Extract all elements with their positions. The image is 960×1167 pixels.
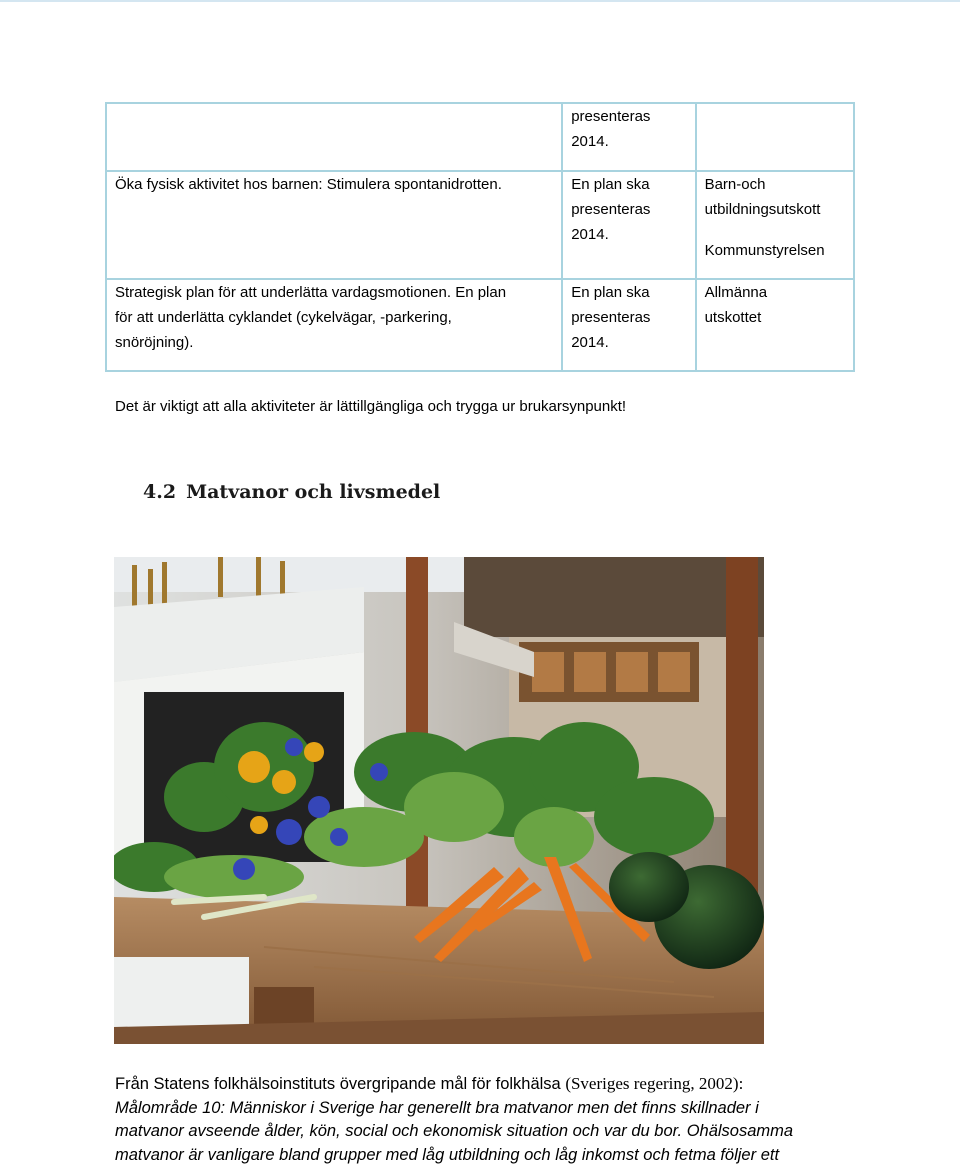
vegetables-on-table-photo [114,557,764,1044]
responsible-cell: Barn-och utbildningsutskott Kommunstyrelsen [696,171,854,279]
responsible-cell: Allmänna utskottet [696,279,854,371]
action-plan-table [105,102,855,372]
accessibility-note: Det är viktigt att alla aktiviteter är lättillgängliga och trygga ur brukarsynpunkt! [115,398,627,415]
goal-cell: Öka fysisk aktivitet hos barnen: Stimulera spontanidrotten. [106,171,562,279]
body-line: matvanor avseende ålder, kön, social och ekonomisk situation och var du bor. Ohälsosamma [115,1122,794,1140]
section-number: 4.2 [143,481,177,503]
section-heading [143,481,440,503]
responsible-cell [696,103,854,171]
top-rule [0,0,960,2]
goal-cell [106,103,562,171]
body-paragraph [115,1072,875,1167]
plan-cell: En plan ska presenteras 2014. [562,171,695,279]
table-row [106,279,854,371]
table-row [106,103,854,171]
body-line: Målområde 10: Människor i Sverige har generellt bra matvanor men det finns skillnader i [115,1098,759,1117]
table-row [106,171,854,279]
section-title: Matvanor och livsmedel [186,481,441,503]
plan-cell: En plan ska presenteras 2014. [562,279,695,371]
body-line: Från Statens folkhälsoinstituts övergripande mål för folkhälsa [115,1075,566,1093]
goal-cell: Strategisk plan för att underlätta vardagsmotionen. En plan för att underlätta cyklandet (cykelvägar, -parkering, snöröjning). [106,279,562,371]
body-line: matvanor är vanligare bland grupper med låg utbildning och låg inkomst och fetma följer ett [115,1145,780,1164]
plan-cell: presenteras 2014. [562,103,695,171]
citation: (Sveriges regering, 2002): [565,1074,744,1093]
